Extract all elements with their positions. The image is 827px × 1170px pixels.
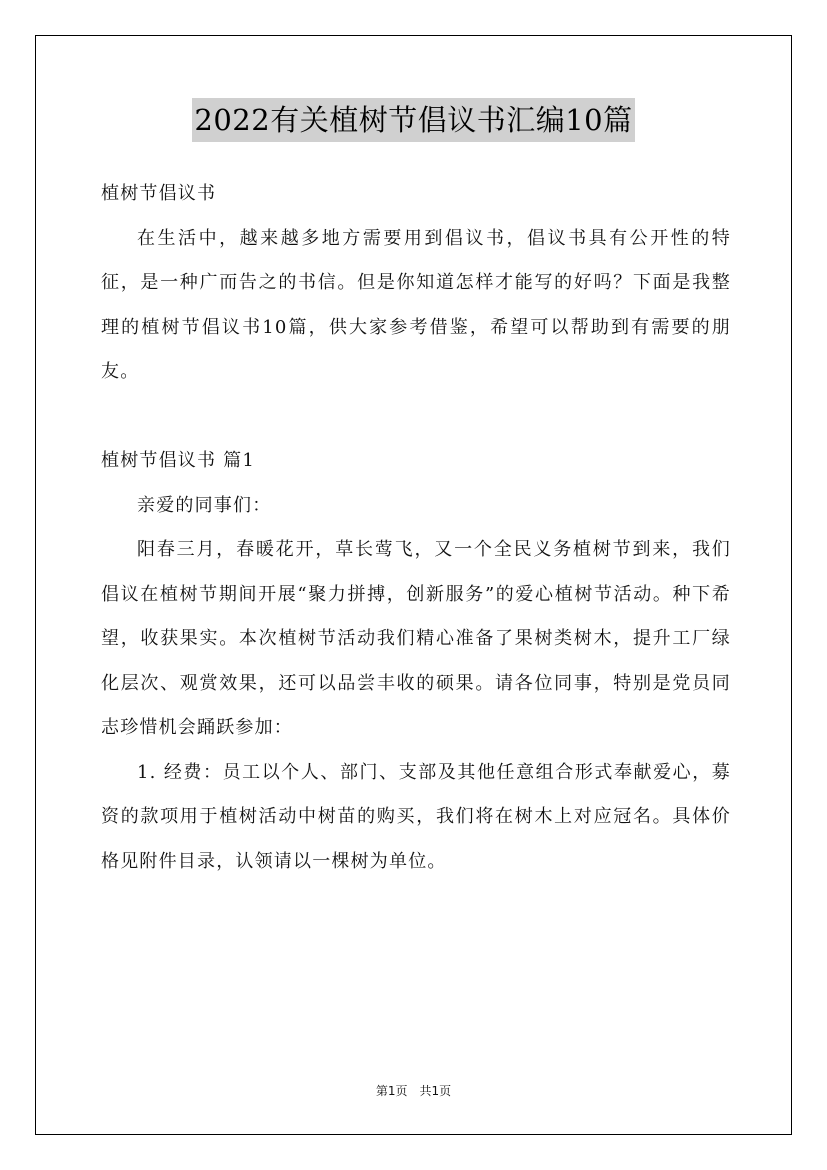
page-total: 共1页 <box>419 1084 452 1098</box>
section-spacer <box>101 395 731 440</box>
salutation: 亲爱的同事们： <box>137 494 272 516</box>
document-title: 2022有关植树节倡议书汇编10篇 <box>192 98 634 142</box>
document-body <box>101 172 731 884</box>
title-container <box>0 98 827 142</box>
section-1-heading: 植树节倡议书 篇1 <box>101 450 255 471</box>
intro-paragraph: 在生活中，越来越多地方需要用到倡议书，倡议书具有公开性的特征，是一种广而告之的书信。但是你知道怎样才能写的好吗？下面是我整理的植树节倡议书10篇，供大家参考借鉴，希望可以帮助到有需要的朋友。 <box>101 227 731 382</box>
page-footer <box>0 1082 827 1099</box>
section-1-paragraph-1: 阳春三月，春暖花开，草长莺飞，又一个全民义务植树节到来，我们倡议在植树节期间开展“聚力拼搏，创新服务”的爱心植树节活动。种下希望，收获果实。本次植树节活动我们精心准备了果树类树木，提升工厂绿化层次、观赏效果，还可以品尝丰收的硕果。请各位同事，特别是党员同志珍惜机会踊跃参加： <box>101 539 731 738</box>
section-1-paragraph-2: 1. 经费：员工以个人、部门、支部及其他任意组合形式奉献爱心，募资的款项用于植树活动中树苗的购买，我们将在树木上对应冠名。具体价格见附件目录，认领请以一棵树为单位。 <box>101 761 731 872</box>
section-heading: 植树节倡议书 <box>101 183 217 204</box>
page-number: 第1页 <box>375 1084 408 1098</box>
